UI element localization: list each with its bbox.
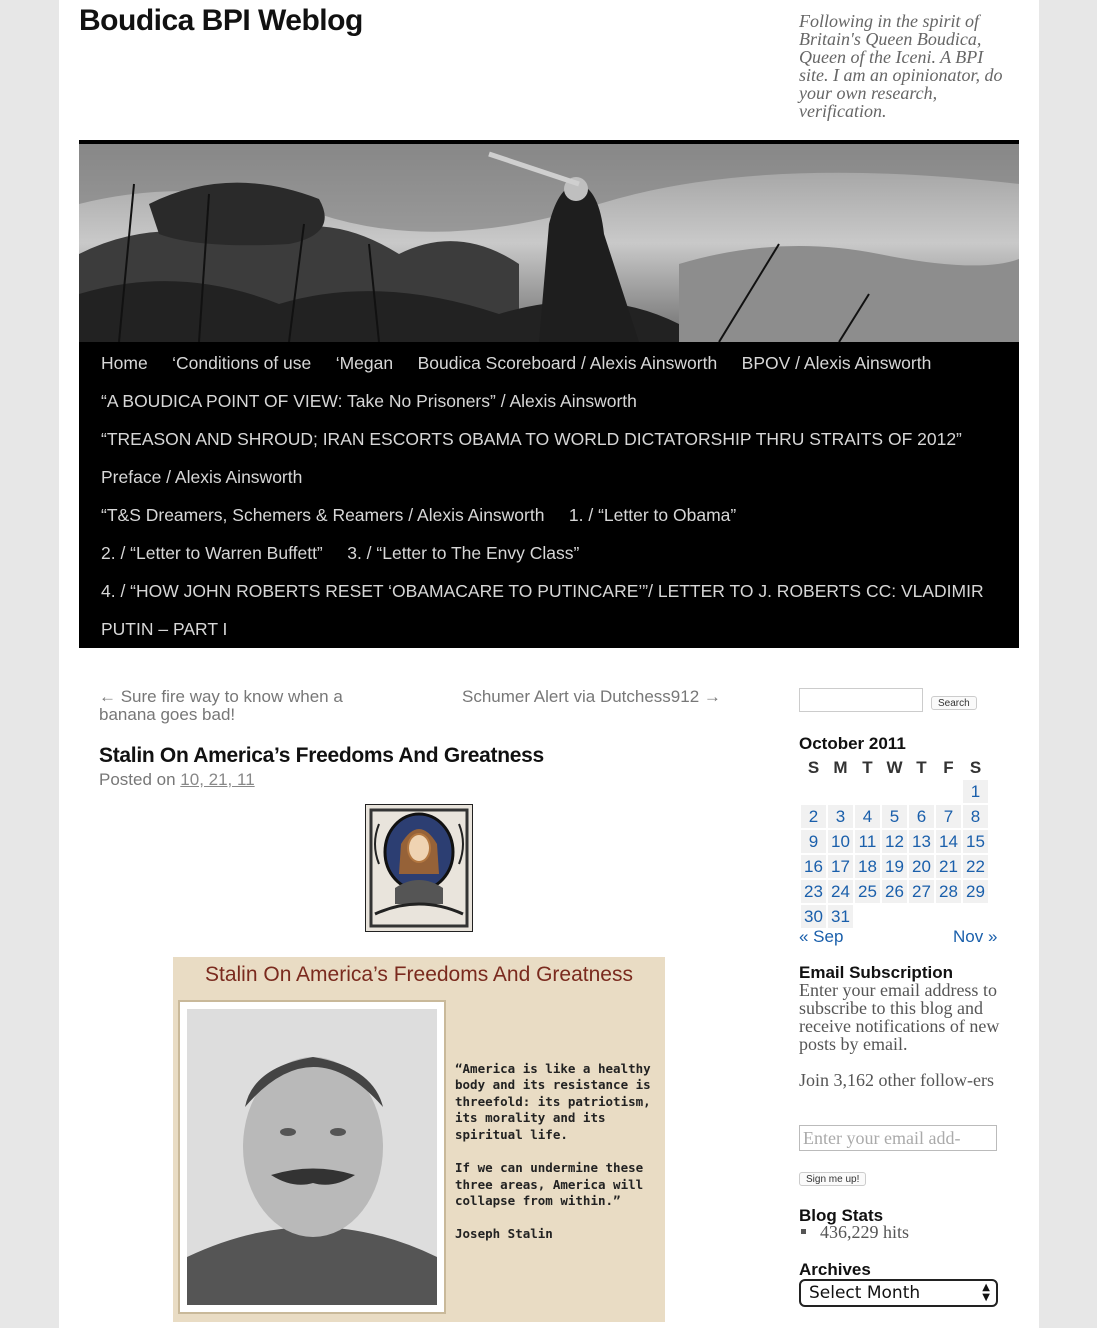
search-button[interactable]: Search <box>931 696 977 710</box>
quote-line: body and its resistance is <box>455 1077 651 1092</box>
calendar-day[interactable]: 17 <box>828 855 853 878</box>
nav-row <box>101 610 247 648</box>
nav-john-roberts-letter[interactable]: 4. / “HOW JOHN ROBERTS RESET ‘OBAMACARE TO PUTINCARE’”/ LETTER TO J. ROBERTS CC: VLADIMIR <box>101 581 984 601</box>
calendar-empty-cell <box>882 780 907 803</box>
calendar-day[interactable]: 4 <box>855 805 880 828</box>
weekday-fri: F <box>943 758 954 777</box>
calendar-day[interactable]: 21 <box>936 855 961 878</box>
archives-selected-value: Select Month <box>809 1283 921 1303</box>
calendar-caption: October 2011 <box>799 734 906 753</box>
calendar-empty-cell <box>936 905 961 928</box>
nav-putin-part-1[interactable]: PUTIN – PART I <box>101 619 228 639</box>
calendar-day[interactable]: 16 <box>801 855 826 878</box>
calendar-day[interactable]: 13 <box>909 830 934 853</box>
main-navigation <box>79 342 1019 648</box>
calendar-empty-cell <box>828 780 853 803</box>
nav-megan[interactable]: ‘Megan <box>335 353 394 373</box>
quote-line: If we can undermine these <box>455 1160 644 1175</box>
calendar-day[interactable]: 25 <box>855 880 880 903</box>
email-subscription-description: Enter your email address to subscribe to this blog and receive notifications of new posts by email. <box>799 980 1000 1054</box>
calendar-empty-cell <box>855 905 880 928</box>
boudica-portrait-image[interactable] <box>365 804 473 932</box>
calendar-empty-cell <box>882 905 907 928</box>
calendar-day[interactable]: 3 <box>828 805 853 828</box>
calendar-empty-cell <box>936 780 961 803</box>
calendar-day[interactable]: 18 <box>855 855 880 878</box>
calendar-day[interactable]: 24 <box>828 880 853 903</box>
nav-bpov[interactable]: BPOV / Alexis Ainsworth <box>741 353 932 373</box>
calendar-empty-cell <box>801 780 826 803</box>
archives-title: Archives <box>799 1260 871 1279</box>
nav-letter-to-obama[interactable]: 1. / “Letter to Obama” <box>568 505 737 525</box>
blog-stats-list <box>799 1222 909 1242</box>
calendar-day[interactable]: 14 <box>936 830 961 853</box>
calendar-day[interactable]: 8 <box>963 805 988 828</box>
stalin-quote-image[interactable] <box>173 957 665 1322</box>
calendar-prev-month[interactable]: « Sep <box>799 927 844 946</box>
calendar-day[interactable]: 1 <box>963 780 988 803</box>
calendar-week-row <box>801 780 988 803</box>
select-arrows-icon: ▲ ▼ <box>982 1282 990 1303</box>
nav-row <box>101 534 599 572</box>
email-followers-count: Join 3,162 other follow-ers <box>799 1070 994 1090</box>
calendar-weekday-row <box>801 758 988 778</box>
weekday-mon: M <box>833 758 848 777</box>
email-field[interactable] <box>799 1125 997 1151</box>
nav-letter-to-envy-class[interactable]: 3. / “Letter to The Envy Class” <box>347 543 580 563</box>
header-image[interactable] <box>79 144 1019 342</box>
quote-line: spiritual life. <box>455 1127 568 1142</box>
nav-row <box>101 572 1004 610</box>
calendar-day[interactable]: 15 <box>963 830 988 853</box>
nav-boudica-point-of-view[interactable]: “A BOUDICA POINT OF VIEW: Take No Prisoners” / Alexis Ainsworth <box>101 391 637 411</box>
blog-stats-item <box>799 1222 909 1242</box>
quote-line: its morality and its <box>455 1110 606 1125</box>
calendar-day[interactable]: 23 <box>801 880 826 903</box>
calendar-empty-cell <box>855 780 880 803</box>
calendar-day[interactable]: 22 <box>963 855 988 878</box>
blog-stats-hits: 436,229 hits <box>820 1222 910 1242</box>
calendar-week-row <box>801 830 988 853</box>
blog-stats-title: Blog Stats <box>799 1206 884 1225</box>
calendar-day[interactable]: 20 <box>909 855 934 878</box>
nav-row <box>101 458 322 496</box>
calendar-empty-cell <box>963 905 988 928</box>
nav-row <box>101 344 951 382</box>
sign-up-button[interactable]: Sign me up! <box>799 1172 866 1186</box>
calendar-next-month[interactable]: Nov » <box>953 927 998 946</box>
nav-ts-dreamers[interactable]: “T&S Dreamers, Schemers & Reamers / Alexis Ainsworth <box>101 505 545 525</box>
calendar-body <box>801 780 988 928</box>
nav-preface[interactable]: Preface / Alexis Ainsworth <box>101 467 303 487</box>
calendar-day[interactable]: 27 <box>909 880 934 903</box>
calendar-day[interactable]: 10 <box>828 830 853 853</box>
quote-line: collapse from within.” <box>455 1193 621 1208</box>
image-title: Stalin On America’s Freedoms And Greatness <box>205 963 633 986</box>
posted-on-label: Posted on <box>99 770 176 789</box>
calendar-day[interactable]: 26 <box>882 880 907 903</box>
next-post-link[interactable]: Schumer Alert via Dutchess912 → <box>462 687 721 706</box>
page <box>59 0 1039 1328</box>
site-description: Following in the spirit of Britain's Queen Boudica, Queen of the Iceni. A BPI site. I am an opinionator, do your own research, verification. <box>799 11 1003 121</box>
weekday-wed: W <box>886 758 903 777</box>
nav-conditions-of-use[interactable]: ‘Conditions of use <box>172 353 312 373</box>
nav-treason-and-shroud[interactable]: “TREASON AND SHROUD; IRAN ESCORTS OBAMA TO WORLD DICTATORSHIP THRU STRAITS OF 2012” <box>101 429 962 449</box>
calendar-table <box>799 756 990 930</box>
calendar-day[interactable]: 30 <box>801 905 826 928</box>
post-meta <box>99 770 255 790</box>
calendar-day[interactable]: 9 <box>801 830 826 853</box>
nav-boudica-scoreboard[interactable]: Boudica Scoreboard / Alexis Ainsworth <box>417 353 718 373</box>
calendar-day[interactable]: 2 <box>801 805 826 828</box>
calendar-week-row <box>801 905 988 928</box>
nav-letter-to-warren-buffett[interactable]: 2. / “Letter to Warren Buffett” <box>101 543 323 563</box>
calendar-day[interactable]: 31 <box>828 905 853 928</box>
weekday-sun: S <box>807 758 820 777</box>
weekday-sat: S <box>969 758 982 777</box>
calendar-day[interactable]: 7 <box>936 805 961 828</box>
quote-line: threefold: its patriotism, <box>455 1094 651 1109</box>
search-input[interactable] <box>799 688 923 712</box>
quote-line: three areas, America will <box>455 1177 644 1192</box>
calendar-week-row <box>801 855 988 878</box>
calendar-day[interactable]: 28 <box>936 880 961 903</box>
weekday-thu: T <box>916 758 927 777</box>
nav-home[interactable]: Home <box>101 353 148 373</box>
calendar-day[interactable]: 29 <box>963 880 988 903</box>
quote-author: Joseph Stalin <box>455 1226 553 1241</box>
calendar-empty-cell <box>909 780 934 803</box>
calendar-empty-cell <box>909 905 934 928</box>
quote-line: “America is like a healthy <box>455 1061 651 1076</box>
calendar-day[interactable]: 5 <box>882 805 907 828</box>
email-subscription-title: Email Subscription <box>799 963 953 982</box>
calendar-week-row <box>801 880 988 903</box>
nav-row <box>101 382 657 420</box>
post-date-link[interactable]: 10, 21, 11 <box>180 770 255 789</box>
calendar-day[interactable]: 12 <box>882 830 907 853</box>
calendar-day[interactable]: 6 <box>909 805 934 828</box>
archives-dropdown[interactable] <box>799 1279 998 1307</box>
nav-row <box>101 420 982 458</box>
calendar-day[interactable]: 19 <box>882 855 907 878</box>
post-title[interactable]: Stalin On America’s Freedoms And Greatness <box>99 744 544 767</box>
previous-post-link[interactable]: ← Sure fire way to know when a banana goes bad! <box>99 687 343 724</box>
calendar-week-row <box>801 805 988 828</box>
weekday-tue: T <box>862 758 873 777</box>
calendar-day[interactable]: 11 <box>855 830 880 853</box>
site-title[interactable]: Boudica BPI Weblog <box>79 4 363 37</box>
bullet-icon <box>801 1229 806 1234</box>
nav-row <box>101 496 756 534</box>
